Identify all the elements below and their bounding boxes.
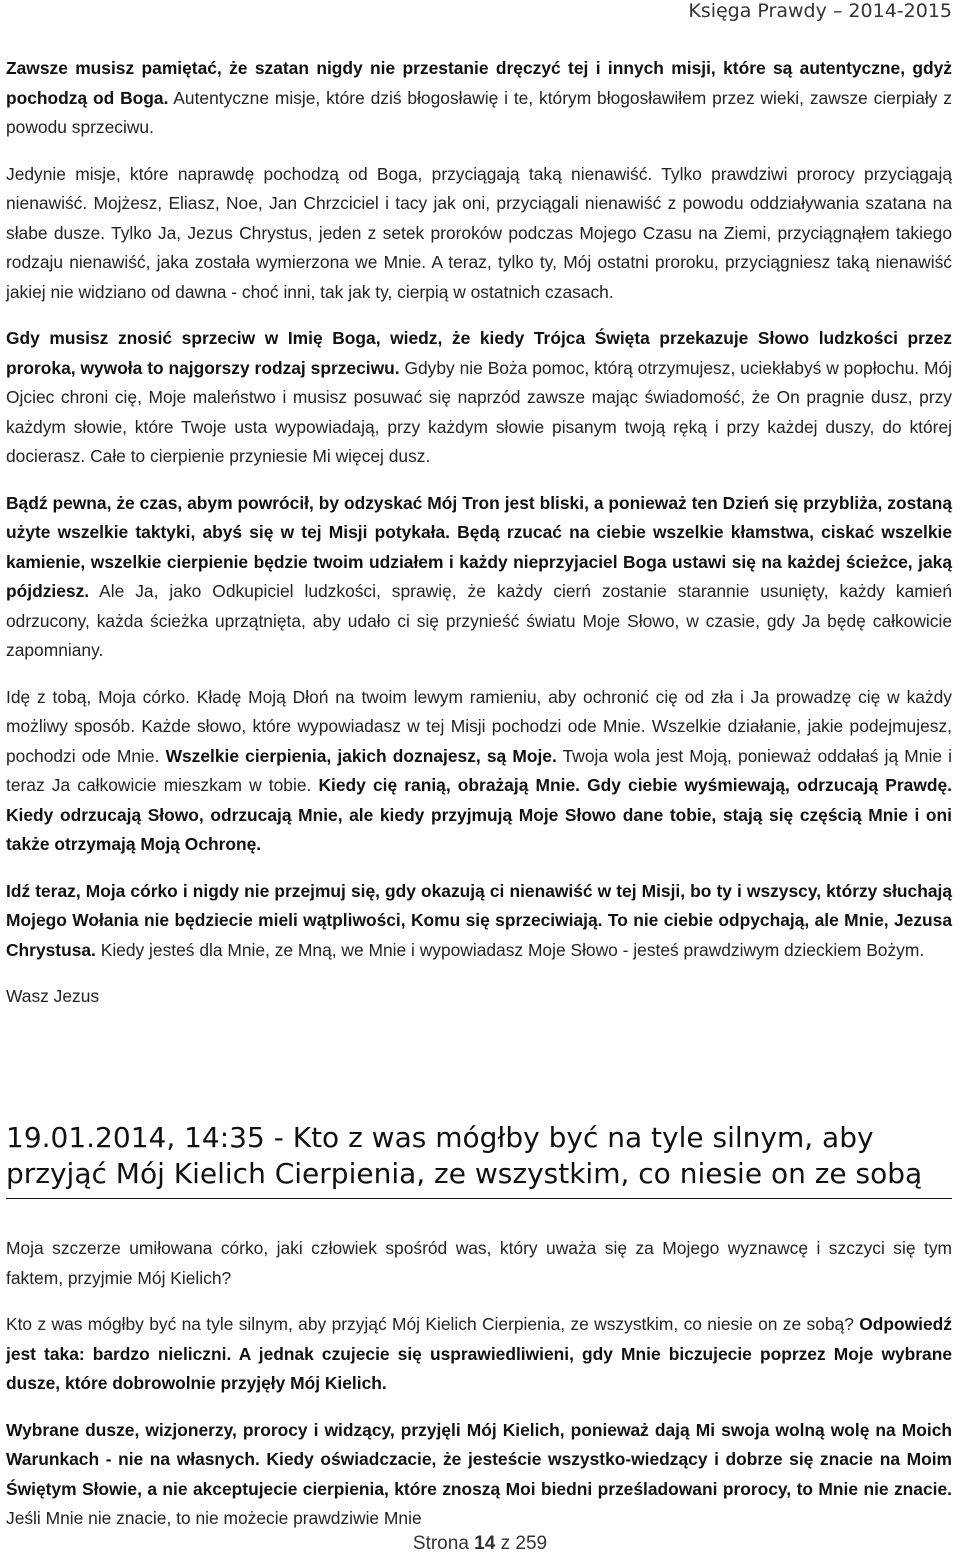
signature: Wasz Jezus [6,986,100,1006]
bold-run: Gdy musisz znosić sprzeciw w Imię Boga, wiedz, że kiedy Trójca Święta przekazuje Słowo ludzkości przez proroka, wywoła to najgorszy rodzaj sprzeciwu. [6,328,952,378]
section-two [6,1234,952,1551]
bold-run: Wszelkie cierpienia, jakich doznajesz, są Moje. [165,745,557,766]
text-run: Kto z was mógłby być na tyle silnym, aby przyjąć Mój Kielich Cierpienia, ze wszystkim, co niesie on ze sobą? [6,1314,860,1334]
paragraph [6,877,952,966]
bold-run: Zawsze musisz pamiętać, że szatan nigdy nie przestanie dręczyć tej i innych misji, które są autentyczne, gdyż pochodzą od Boga. [6,58,952,108]
text-run: Ale Ja, jako Odkupiciel ludzkości, sprawię, że każdy cierń zostanie starannie usunięty, każdy kamień odrzucony, każda ścieżka uprzątnięta, aby udało ci się przynieść światu Moje Słowo, w czasie, gdy Ja będę całkowicie zapomniany. [6,581,952,660]
chapter-title: 19.01.2014, 14:35 - Kto z was mógłby być na tyle silnym, aby przyjąć Mój Kielich Cierpienia, ze wszystkim, co niesie on ze sobą [6,1120,952,1199]
bold-run: Idź teraz, Moja córko i nigdy nie przejmuj się, gdy okazują ci nienawiść w tej Misji, bo ty i wszyscy, którzy słuchają Mojego Wołania nie będziecie mieli wątpliwości, Komu się sprzeciwiają. To nie ciebie odpychają, ale Mnie, Jezusa Chrystusa. [6,880,952,960]
bold-run: Bądź pewna, że czas, abym powrócił, by odzyskać Mój Tron jest bliski, a ponieważ ten Dzień się przybliża, zostaną użyte wszelkie taktyki, abyś się w tej Misji potykała. Będą rzucać na ciebie wszelkie kłamstwa, ciskać wszelkie kamienie, wszelkie cierpienie będzie twoim udziałem i każdy nieprzyjaciel Boga ustawi się na każdej ścieżce, jaką pójdziesz. [6,492,952,601]
text-run: Moja szczerze umiłowana córko, jaki człowiek spośród was, który uważa się za Mojego wyznawcę i szczyci się tym faktem, przyjmie Mój Kielich? [6,1238,952,1288]
paragraph [6,489,952,666]
paragraph [6,1416,952,1534]
paragraph [6,324,952,472]
bold-run: Odpowiedź jest taka: bardzo nieliczni. A jednak czujecie się usprawiedliwieni, gdy Mnie biczujecie poprzez Moje wybrane dusze, które dobrowolnie przyjęły Mój Kielich. [6,1314,952,1393]
paragraph [6,54,952,143]
paragraph [6,1310,952,1399]
page-footer [0,1531,960,1557]
page-total: 259 [515,1533,548,1554]
running-header: Księga Prawdy – 2014-2015 [688,0,952,22]
bold-run: Kiedy cię ranią, obrażają Mnie. Gdy ciebie wyśmiewają, odrzucają Prawdę. Kiedy odrzucają Słowo, odrzucają Mnie, ale kiedy przyjmują Moje Słowo dane tobie, stają się częścią Mnie i oni także otrzymają Moją Ochronę. [6,775,952,854]
paragraph [6,160,952,308]
section-one [6,54,952,1012]
text-run: Jedynie misje, które naprawdę pochodzą od Boga, przyciągają taką nienawiść. Tylko prawdziwi prorocy przyciągają nienawiść. Mojżesz, Eliasz, Noe, Jan Chrzciciel i tacy jak oni, przyciągali nienawiść z powodu oddziaływania szatana na słabe dusze. Tylko Ja, Jezus Chrystus, jeden z setek proroków podczas Mojego Czasu na Ziemi, przyciągnąłem takiego rodzaju nienawiść, jaka została wymierzona we Mnie. A teraz, tylko ty, Mój ostatni proroku, przyciągniesz taką nienawiść jakiej nie widziano od dawna - choć inni, tak jak ty, cierpią w ostatnich czasach. [6,163,952,302]
paragraph [6,1234,952,1293]
footer-prefix: Strona [412,1533,475,1554]
text-run: Gdyby nie Boża pomoc, którą otrzymujesz, uciekłabyś w popłochu. Mój Ojciec chroni cię, Moje maleństwo i musisz posuwać się naprzód zawsze mając świadomość, że On pragnie dusz, przy każdym słowie, które Twoje usta wypowiadają, przy każdym słowie pisanym twoją ręką i przy każdej duszy, do której docierasz. Całe to cierpienie przyniesie Mi więcej dusz. [6,357,953,466]
paragraph [6,683,952,860]
bold-run: Wybrane dusze, wizjonerzy, prorocy i widzący, przyjęli Mój Kielich, ponieważ dają Mi swoja wolną wolę na Moich Warunkach - nie na własnych. Kiedy oświadczacie, że jesteście wszystko-wiedzący i dobrze się znacie na Moim Świętym Słowie, a nie akceptujecie cierpienia, które znoszą Moi biedni prześladowani prorocy, to Mnie nie znacie. [6,1419,952,1499]
text-run: Idę z tobą, Moja córko. Kładę Moją Dłoń na twoim lewym ramieniu, aby ochronić cię od zła i Ja prowadzę cię w każdy możliwy sposób. Każde słowo, które wypowiadasz w tej Misji pochodzi ode Mnie. Wszelkie działanie, jakie podejmujesz, pochodzi ode Mnie. [6,686,952,766]
text-run: Jeśli Mnie nie znacie, to nie możecie prawdziwie Mnie [6,1508,422,1528]
text-run: Kiedy jesteś dla Mnie, ze Mną, we Mnie i wypowiadasz Moje Słowo - jesteś prawdziwym dzieckiem Bożym. [95,939,925,960]
footer-middle: z [495,1533,516,1554]
text-run: Twoja wola jest Moją, ponieważ oddałaś ją Mnie i teraz Ja całkowicie mieszkam w tobie. [6,745,952,795]
page-number: 14 [474,1533,496,1554]
text-run: Autentyczne misje, które dziś błogosławię i te, którym błogosławiłem przez wieki, zawsze cierpiały z powodu sprzeciwu. [6,87,952,137]
